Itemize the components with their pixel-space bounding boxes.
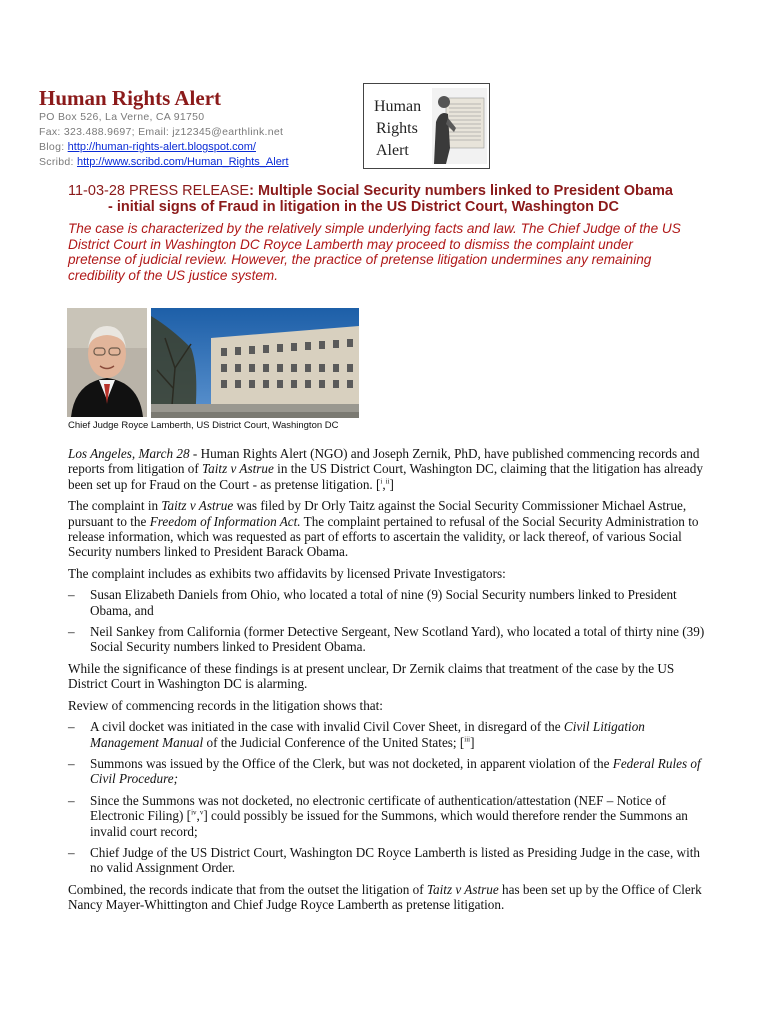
paragraph-5: Review of commencing records in the litigation shows that: <box>68 697 383 713</box>
list-item-text: Susan Elizabeth Daniels from Ohio, who located a total of nine (9) Social Security numbers linked to President Obama, and <box>90 587 677 618</box>
p2-text-c: The complaint pertained to refusal of the Social Security Administration to release information, which was requested as part of efforts to ascertain the validity, or lack thereof, of various Social Security numbers linked to President Barack Obama. <box>68 513 699 560</box>
case-name: Taitz v Astrue <box>202 461 274 477</box>
headline-line-1: Multiple Social Security numbers linked to President Obama <box>253 183 673 199</box>
logo-word-3: Alert <box>376 142 409 159</box>
endnote-ref[interactable]: i <box>380 477 383 486</box>
headline-colon: : <box>249 183 254 199</box>
blog-link[interactable]: http://human-rights-alert.blogspot.com/ <box>67 141 256 153</box>
p6-text-b: has been set up by the Office of Clerk Nancy Mayer-Whittington and Chief Judge Royce Lamberth as pretense litigation. <box>68 881 702 913</box>
list-item <box>68 793 708 839</box>
manual-name: Civil Litigation Management Manual <box>90 719 645 750</box>
p1-text-a: - Human Rights Alert (NGO) and Joseph Zernik, PhD, have published commencing records and reports from litigation of <box>68 446 700 477</box>
ref-separator: , <box>196 808 200 824</box>
declaration-illustration-icon <box>432 88 487 164</box>
b4-text-a: Summons was issued by the Office of the Clerk, but was not docketed, in apparent violation of the <box>90 755 613 771</box>
press-release-prefix: 11-03-28 PRESS RELEASE <box>68 183 250 199</box>
article-body <box>68 446 708 919</box>
photo-strip <box>67 308 367 418</box>
p6-text-a: Combined, the records indicate that from the outset the litigation of <box>68 881 427 897</box>
dash-bullet: – <box>68 624 75 640</box>
fax-email-line: Fax: 323.488.9697; Email: jz12345@earthlink.net <box>39 126 284 138</box>
ref-close: ] <box>470 734 475 750</box>
p2-text-b: was filed by Dr Orly Taitz against the Social Security Commissioner Michael Astrue, pursuant to the <box>68 498 687 529</box>
paragraph-1 <box>68 446 708 492</box>
case-name: Taitz v Astrue <box>426 881 499 897</box>
lead-paragraph: The case is characterized by the relatively simple underlying facts and law. The Chief Judge of the US District Court in Washington DC Royce Lamberth may proceed to dismiss the complaint under pretense of judicial review. However, the practice of pretense litigation undermines any remaining credibility of the US justice system. <box>68 221 681 283</box>
paragraph-4: While the significance of these findings is at present unclear, Dr Zernik claims that treatment of the case by the US District Court in Washington DC is alarming. <box>68 660 675 692</box>
findings-list <box>68 719 708 876</box>
rules-name: Federal Rules of Civil Procedure; <box>90 755 701 787</box>
dash-bullet: – <box>68 755 75 771</box>
org-title: Human Rights Alert <box>39 86 222 110</box>
endnote-ref[interactable]: iii <box>464 735 471 744</box>
b5-text-a: Since the Summons was not docketed, no electronic certificate of authentication/attestation (NEF – Notice of Electronic Filing) [ <box>90 792 667 824</box>
ref-separator: , <box>382 476 386 492</box>
b3-text-a: A civil docket was initiated in the case with invalid Civil Cover Sheet, in disregard of the <box>90 719 564 735</box>
p1-text-b: in the US District Court, Washington DC, claiming that the litigation has already been set up for Fraud on the Court - as pretense litigation. [ <box>68 461 703 492</box>
b5-text-b: ] could possibly be issued for the Summons, which would therefore render the Summons an invalid court record; <box>90 808 688 839</box>
dash-bullet: – <box>68 792 75 808</box>
scribd-line <box>39 155 359 170</box>
endnote-ref[interactable]: iv <box>191 808 197 817</box>
letterhead <box>39 86 359 170</box>
judge-portrait-photo <box>67 308 147 417</box>
paragraph-6 <box>68 882 708 913</box>
paragraph-3: The complaint includes as exhibits two affidavits by licensed Private Investigators: <box>68 565 506 581</box>
dash-bullet: – <box>68 844 75 860</box>
logo-word-2: Rights <box>376 120 418 137</box>
endnote-ref[interactable]: ii <box>385 477 390 486</box>
list-item-text: Chief Judge of the US District Court, Washington DC Royce Lamberth is listed as Presiding Judge in the case, with no valid Assignment Order. <box>90 844 700 876</box>
paragraph-2 <box>68 498 708 560</box>
courthouse-photo <box>151 308 359 418</box>
contact-block <box>39 110 359 170</box>
list-item <box>68 587 708 618</box>
ref-close: ] <box>389 476 394 492</box>
scribd-label: Scribd: <box>39 156 74 168</box>
p2-text-a: The complaint in <box>68 498 162 514</box>
investigator-list <box>68 587 708 655</box>
blog-line <box>39 140 359 155</box>
blog-label: Blog: <box>39 141 65 153</box>
list-item <box>68 845 708 876</box>
b3-text-b: of the Judicial Conference of the United States; [ <box>203 734 465 750</box>
list-item <box>68 624 708 655</box>
endnote-ref[interactable]: v <box>199 808 204 817</box>
list-item <box>68 719 708 750</box>
act-name: Freedom of Information Act. <box>149 513 301 529</box>
organization-logo <box>363 83 490 169</box>
address-line: PO Box 526, La Verne, CA 91750 <box>39 111 205 123</box>
dash-bullet: – <box>68 587 75 603</box>
list-item-text: Neil Sankey from California (former Detective Sergeant, New Scotland Yard), who located a total of thirty nine (39) Social Security numbers linked to President Obama. <box>90 624 705 655</box>
headline-line-2: - initial signs of Fraud in litigation in the US District Court, Washington DC <box>108 199 619 215</box>
case-name: Taitz v Astrue <box>161 498 234 514</box>
list-item <box>68 756 708 787</box>
logo-wordmark <box>374 96 421 162</box>
photo-caption: Chief Judge Royce Lamberth, US District Court, Washington DC <box>68 420 339 431</box>
dateline: Los Angeles, March 28 <box>68 446 190 461</box>
press-release-headline <box>68 183 708 215</box>
logo-word-1: Human <box>374 98 422 115</box>
dash-bullet: – <box>68 719 75 735</box>
scribd-link[interactable]: http://www.scribd.com/Human_Rights_Alert <box>77 156 289 168</box>
